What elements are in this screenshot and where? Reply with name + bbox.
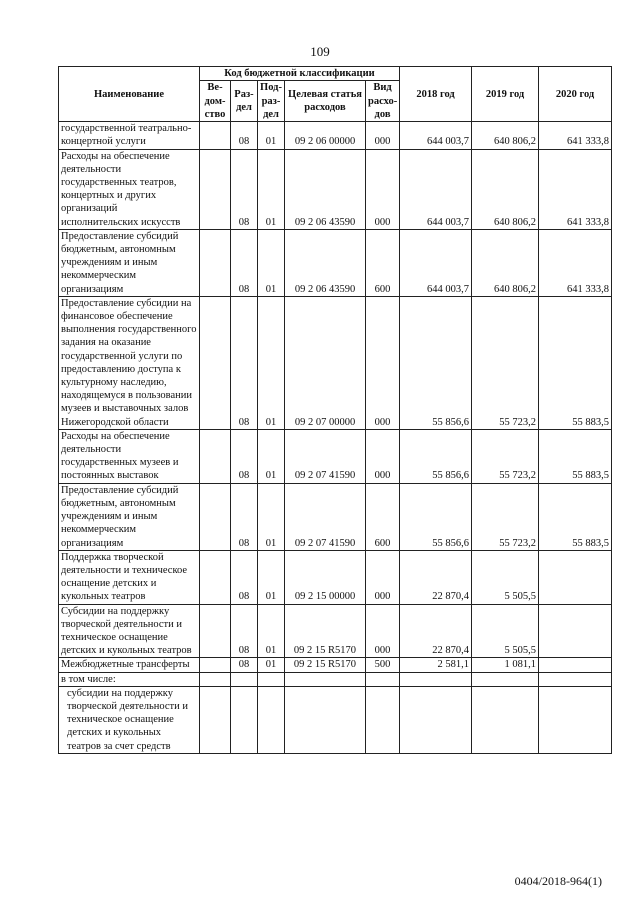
cell-2019: 5 505,5 [472,550,539,604]
header-vid-rashodov: Вид расхо-дов [366,81,400,122]
table-row [59,229,612,296]
cell-razdel: 08 [231,296,258,429]
cell-2019: 55 723,2 [472,429,539,483]
cell-2019: 1 081,1 [472,658,539,672]
cell-2020: 55 883,5 [539,483,612,550]
header-razdel: Раз-дел [231,81,258,122]
cell-name: Расходы на обеспечение деятельности государственных театров, концертных и других организаций исполнительских искусств [59,149,200,229]
cell-2019: 55 723,2 [472,296,539,429]
header-podrazdel: Под-раз-дел [258,81,285,122]
cell-vedomstvo [200,296,231,429]
cell-name: субсидии на поддержку творческой деятельности и техническое оснащение детских и кукольных театров за счет средств [59,686,200,753]
page-number: 109 [310,44,330,59]
cell-vedomstvo [200,229,231,296]
cell-2019: 640 806,2 [472,122,539,149]
cell-2020: 641 333,8 [539,149,612,229]
cell-vedomstvo [200,483,231,550]
table-body [59,122,612,754]
cell-razdel [231,686,258,753]
cell-podrazdel: 01 [258,149,285,229]
cell-2020 [539,686,612,753]
cell-celevaya-statya: 09 2 07 41590 [285,429,366,483]
cell-podrazdel [258,672,285,686]
cell-vid-rashodov: 000 [366,429,400,483]
cell-2018: 644 003,7 [400,229,472,296]
cell-name: Предоставление субсидий бюджетным, автономным учреждениям и иным некоммерческим организациям [59,483,200,550]
cell-2020 [539,672,612,686]
cell-2020: 641 333,8 [539,122,612,149]
cell-podrazdel: 01 [258,296,285,429]
cell-2020: 55 883,5 [539,429,612,483]
cell-celevaya-statya: 09 2 06 43590 [285,229,366,296]
cell-razdel: 08 [231,229,258,296]
table-row [59,149,612,229]
cell-celevaya-statya: 09 2 06 00000 [285,122,366,149]
cell-razdel: 08 [231,604,258,658]
cell-razdel: 08 [231,429,258,483]
cell-2018 [400,686,472,753]
header-celevaya-statya: Целевая статья расходов [285,81,366,122]
cell-celevaya-statya: 09 2 06 43590 [285,149,366,229]
cell-celevaya-statya: 09 2 15 R5170 [285,658,366,672]
cell-2018: 22 870,4 [400,550,472,604]
document-code: 0404/2018-964(1) [514,874,602,888]
cell-vedomstvo [200,604,231,658]
cell-name: в том числе: [59,672,200,686]
cell-2018: 55 856,6 [400,483,472,550]
cell-name: государственной театрально-концертной услуги [59,122,200,149]
table-row [59,550,612,604]
cell-vid-rashodov: 000 [366,122,400,149]
cell-razdel: 08 [231,658,258,672]
cell-celevaya-statya: 09 2 15 00000 [285,550,366,604]
cell-name: Предоставление субсидии на финансовое обеспечение выполнения государственного задания на оказание государственной услуги по предоставлению доступа к культурному наследию, находящемуся в пользовании музеев и выставочных залов Нижегородской области [59,296,200,429]
cell-vid-rashodov [366,686,400,753]
cell-2019: 640 806,2 [472,149,539,229]
cell-podrazdel: 01 [258,658,285,672]
cell-vedomstvo [200,149,231,229]
cell-2019: 55 723,2 [472,483,539,550]
cell-celevaya-statya: 09 2 15 R5170 [285,604,366,658]
cell-celevaya-statya [285,686,366,753]
cell-vedomstvo [200,122,231,149]
cell-2020 [539,604,612,658]
cell-name: Предоставление субсидий бюджетным, автономным учреждениям и иным некоммерческим организациям [59,229,200,296]
cell-podrazdel: 01 [258,429,285,483]
cell-razdel [231,672,258,686]
cell-podrazdel: 01 [258,229,285,296]
cell-celevaya-statya: 09 2 07 00000 [285,296,366,429]
table-row [59,672,612,686]
cell-podrazdel: 01 [258,550,285,604]
cell-vedomstvo [200,658,231,672]
cell-celevaya-statya [285,672,366,686]
cell-2018: 55 856,6 [400,429,472,483]
cell-celevaya-statya: 09 2 07 41590 [285,483,366,550]
cell-name: Межбюджетные трансферты [59,658,200,672]
cell-2019 [472,672,539,686]
cell-vedomstvo [200,429,231,483]
cell-2020 [539,658,612,672]
header-2019: 2019 год [472,67,539,122]
header-vedomstvo: Ве-дом-ство [200,81,231,122]
cell-vedomstvo [200,550,231,604]
table-row [59,122,612,149]
cell-razdel: 08 [231,149,258,229]
table-row [59,658,612,672]
header-name: Наименование [59,67,200,122]
table-row [59,604,612,658]
cell-vid-rashodov: 500 [366,658,400,672]
cell-2020 [539,550,612,604]
cell-vid-rashodov: 000 [366,149,400,229]
cell-razdel: 08 [231,550,258,604]
cell-2020: 55 883,5 [539,296,612,429]
cell-2018: 644 003,7 [400,149,472,229]
cell-vid-rashodov: 000 [366,296,400,429]
cell-2018: 55 856,6 [400,296,472,429]
cell-2019 [472,686,539,753]
cell-2020: 641 333,8 [539,229,612,296]
cell-vid-rashodov [366,672,400,686]
budget-table [58,66,612,754]
cell-2019: 5 505,5 [472,604,539,658]
cell-podrazdel: 01 [258,122,285,149]
cell-podrazdel: 01 [258,483,285,550]
cell-podrazdel: 01 [258,604,285,658]
cell-2018 [400,672,472,686]
cell-2019: 640 806,2 [472,229,539,296]
cell-podrazdel [258,686,285,753]
cell-vid-rashodov: 600 [366,229,400,296]
cell-name: Субсидии на поддержку творческой деятельности и техническое оснащение детских и кукольных театров [59,604,200,658]
cell-vedomstvo [200,672,231,686]
cell-name: Расходы на обеспечение деятельности государственных музеев и постоянных выставок [59,429,200,483]
cell-vid-rashodov: 000 [366,604,400,658]
cell-2018: 2 581,1 [400,658,472,672]
header-classification-group: Код бюджетной классификации [200,67,400,81]
cell-vedomstvo [200,686,231,753]
cell-vid-rashodov: 600 [366,483,400,550]
table-row [59,483,612,550]
cell-name: Поддержка творческой деятельности и техническое оснащение детских и кукольных театров [59,550,200,604]
table-row [59,296,612,429]
cell-2018: 22 870,4 [400,604,472,658]
cell-vid-rashodov: 000 [366,550,400,604]
cell-2018: 644 003,7 [400,122,472,149]
table-row [59,686,612,753]
cell-razdel: 08 [231,122,258,149]
table-header [59,67,612,122]
cell-razdel: 08 [231,483,258,550]
table-row [59,429,612,483]
header-2020: 2020 год [539,67,612,122]
header-2018: 2018 год [400,67,472,122]
